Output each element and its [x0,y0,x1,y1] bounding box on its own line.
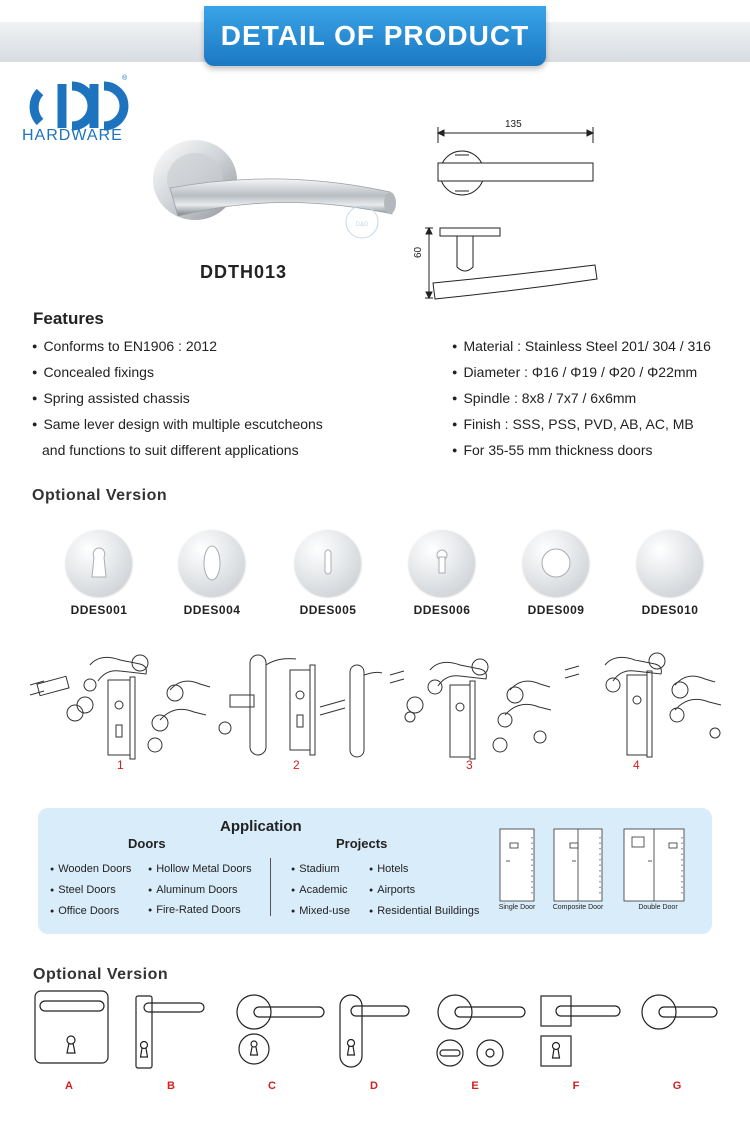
diagram-number: 1 [117,758,124,772]
header-banner [204,6,546,66]
dimension-height: 60 [413,246,424,258]
feature-item: ● Concealed fixings [32,359,323,385]
door-type-item: ● Aluminum Doors [148,884,238,896]
config-g-round-rose-lever-icon [642,995,717,1029]
project-type-item: ● Mixed-use [291,905,350,917]
config-letter: A [65,1080,73,1092]
features-heading: Features [33,309,104,328]
escutcheon-label: DDES001 [70,603,128,617]
configuration-drawings [30,988,720,1073]
door-type-caption: Single Door [498,904,536,911]
escutcheon-ddes009 [523,530,589,596]
features-list-left [32,333,323,463]
application-title: Application [220,818,302,835]
product-model: DDTH013 [200,262,288,282]
escutcheon-label: DDES006 [413,603,471,617]
config-d-oval-plate-icon [340,995,409,1067]
page-title: DETAIL OF PRODUCT [220,20,530,51]
escutcheon-ddes001 [66,530,132,596]
spec-item: ● For 35-55 mm thickness doors [452,437,711,463]
feature-item-continuation: and functions to suit different applications [42,442,299,458]
escutcheon-ddes006 [409,530,475,596]
oval-keyhole-icon [179,530,245,596]
diagram-number: 4 [633,758,640,772]
feature-item: ● Spring assisted chassis [32,385,323,411]
config-e-privacy-set-icon [437,995,525,1066]
config-f-square-rose-icon [541,996,620,1066]
installation-diagram-4 [565,653,721,757]
config-letter: F [572,1080,580,1092]
installation-diagram-1 [30,655,231,759]
double-door-icon [624,829,684,901]
single-door-icon [500,829,534,901]
door-type-caption: Composite Door [552,904,604,911]
escutcheon-label: DDES005 [299,603,357,617]
spec-item: ● Material : Stainless Steel 201/ 304 / 316 [452,333,711,359]
spec-item: ● Diameter : Φ16 / Φ19 / Φ20 / Φ22mm [452,359,711,385]
features-list-right [452,333,711,463]
installation-diagrams [30,645,730,760]
diagram-number: 2 [293,758,300,772]
config-letter: D [370,1080,378,1092]
dimension-width: 135 [505,119,522,130]
brand-logo-text: HARDWARE [22,127,123,144]
config-a-square-plate-icon [35,991,108,1063]
diagram-number: 3 [466,758,473,772]
project-type-item: ● Stadium [291,863,340,875]
optional-version-heading-2: Optional Version [33,966,169,983]
feature-item: ● Conforms to EN1906 : 2012 [32,333,323,359]
door-type-item: ● Hollow Metal Doors [148,863,252,875]
svg-text:D&D: D&D [355,222,369,228]
escutcheon-label: DDES010 [641,603,699,617]
config-letter: B [167,1080,175,1092]
projects-heading: Projects [336,836,388,851]
project-type-item: ● Residential Buildings [369,905,479,917]
doors-heading: Doors [128,836,166,851]
product-photo [140,130,410,250]
installation-diagram-2 [230,655,382,757]
door-type-item: ● Fire-Rated Doors [148,904,241,916]
composite-door-icon [554,829,602,901]
config-letter: C [268,1080,276,1092]
project-type-item: ● Hotels [369,863,408,875]
escutcheon-label: DDES009 [527,603,585,617]
feature-item: ● Same lever design with multiple escutcheons [32,411,323,437]
door-type-item: ● Steel Doors [50,884,116,896]
door-type-item: ● Office Doors [50,905,119,917]
spec-item: ● Finish : SSS, PSS, PVD, AB, AC, MB [452,411,711,437]
escutcheon-ddes010 [637,530,703,596]
escutcheon-label: DDES004 [183,603,241,617]
euro-profile-keyhole-icon [66,530,132,596]
slot-keyhole-icon [295,530,361,596]
project-type-item: ● Academic [291,884,348,896]
config-letter: E [471,1080,479,1092]
technical-drawing [405,115,615,310]
door-type-item: ● Wooden Doors [50,863,131,875]
optional-version-heading: Optional Version [32,487,168,504]
installation-diagram-3 [390,659,551,759]
svg-text:®: ® [122,75,128,82]
config-c-round-rose-icon [237,995,324,1064]
config-letter: G [672,1080,682,1092]
door-type-caption: Double Door [638,904,678,911]
spec-item: ● Spindle : 8x8 / 7x7 / 6x6mm [452,385,711,411]
application-divider [270,858,271,916]
config-b-long-plate-icon [136,996,204,1068]
escutcheon-ddes004 [179,530,245,596]
project-type-item: ● Airports [369,884,415,896]
round-hole-icon [523,530,589,596]
door-type-drawings [494,825,694,903]
escutcheon-ddes005 [295,530,361,596]
bit-keyhole-icon [409,530,475,596]
